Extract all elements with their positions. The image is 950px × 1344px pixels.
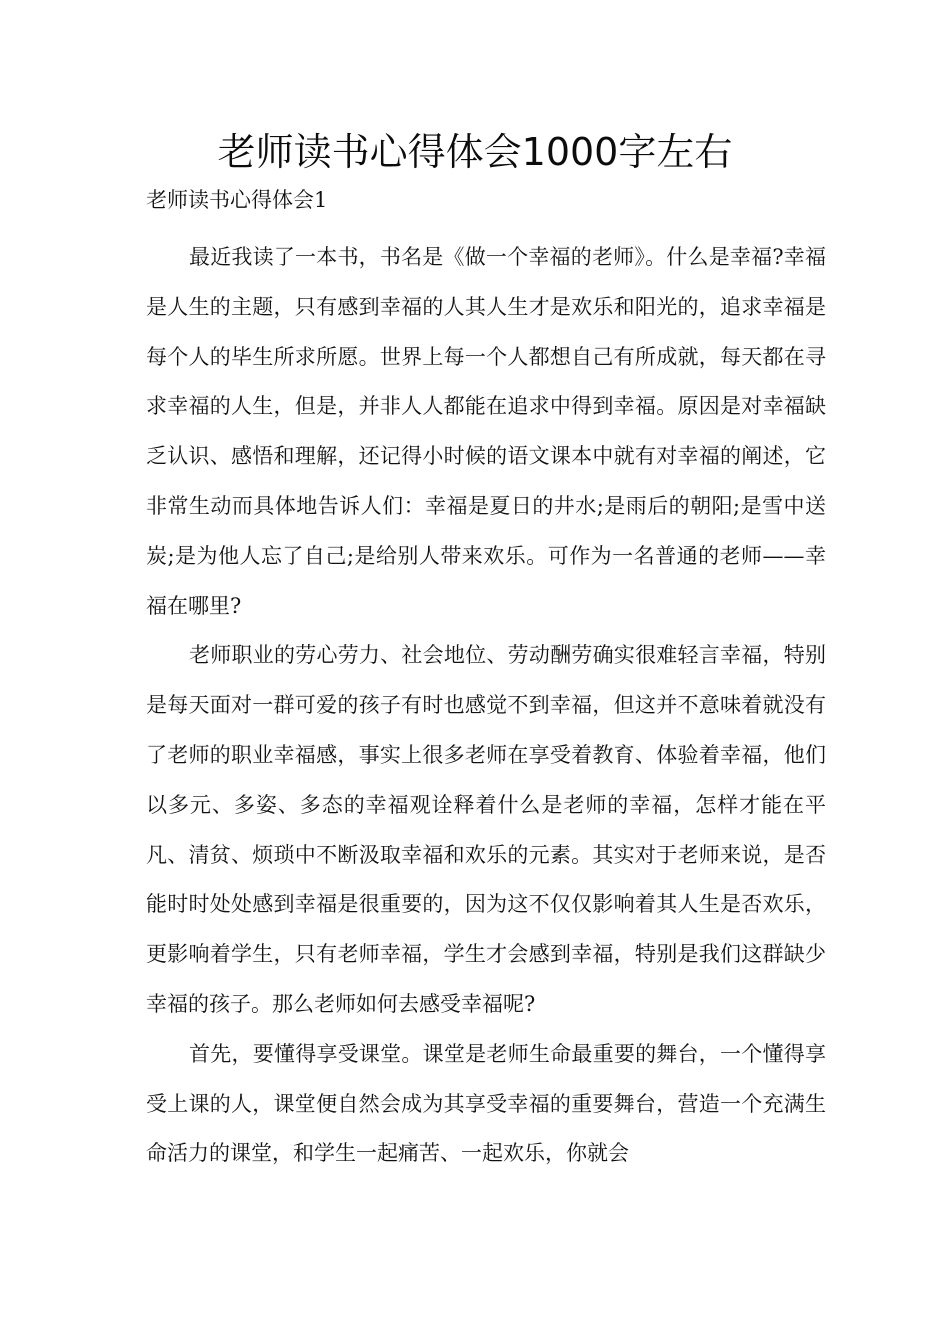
paragraph-2: 老师职业的劳心劳力、社会地位、劳动酬劳确实很难轻言幸福，特别是每天面对一群可爱的孩子有时也感觉不到幸福，但这并不意味着就没有了老师的职业幸福感，事实上很多老师在享受着教育、体验着幸福，他们以多元、多姿、多态的幸福观诠释着什么是老师的幸福，怎样才能在平凡、清贫、烦琐中不断汲取幸福和欢乐的元素。其实对于老师来说，是否能时时处处感到幸福是很重要的，因为这不仅仅影响着其人生是否欢乐，更影响着学生，只有老师幸福，学生才会感到幸福，特别是我们这群缺少幸福的孩子。那么老师如何去感受幸福呢? (146, 643, 826, 1016)
document-body (146, 233, 826, 1179)
document-title: 老师读书心得体会1000字左右 (217, 130, 733, 174)
paragraph-1: 最近我读了一本书，书名是《做一个幸福的老师》。什么是幸福?幸福是人生的主题，只有感到幸福的人其人生才是欢乐和阳光的，追求幸福是每个人的毕生所求所愿。世界上每一个人都想自己有所成就，每天都在寻求幸福的人生，但是，并非人人都能在追求中得到幸福。原因是对幸福缺乏认识、感悟和理解，还记得小时候的语文课本中就有对幸福的阐述，它非常生动而具体地告诉人们：幸福是夏日的井水;是雨后的朝阳;是雪中送炭;是为他人忘了自己;是给别人带来欢乐。可作为一名普通的老师——幸福在哪里? (146, 245, 826, 618)
section-heading: 老师读书心得体会1 (146, 188, 328, 212)
paragraph-3: 首先，要懂得享受课堂。课堂是老师生命最重要的舞台，一个懂得享受上课的人，课堂便自然会成为其享受幸福的重要舞台，营造一个充满生命活力的课堂，和学生一起痛苦、一起欢乐，你就会 (146, 1041, 826, 1166)
